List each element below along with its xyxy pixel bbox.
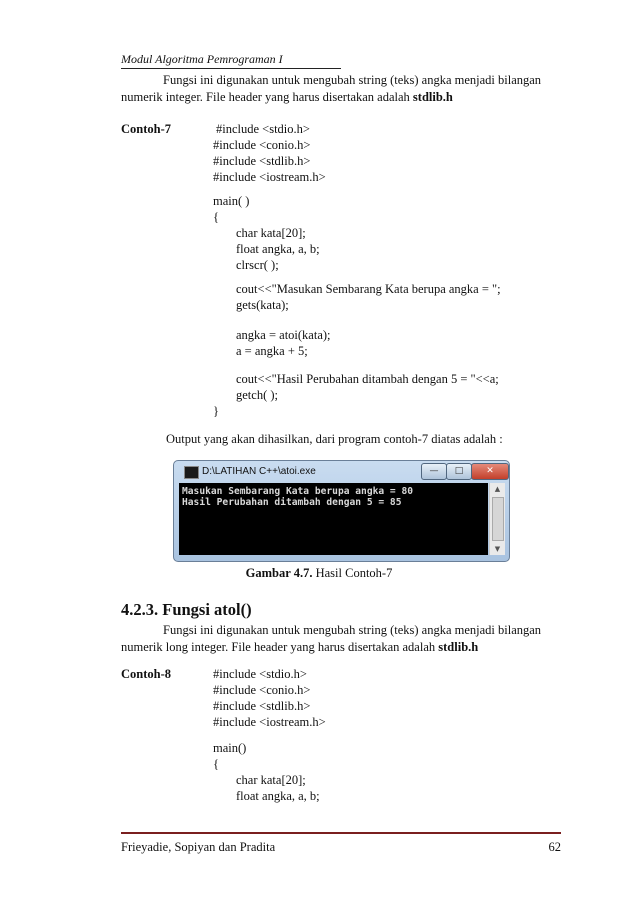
- code-line: gets(kata);: [236, 298, 289, 312]
- code-line: main(): [213, 741, 247, 755]
- scroll-down-icon[interactable]: ▼: [494, 545, 501, 553]
- header-rule: [121, 68, 341, 69]
- code-line: char kata[20];: [236, 773, 306, 787]
- code-line: cout<<"Hasil Perubahan ditambah dengan 5 = "<<a;: [236, 372, 499, 386]
- code-line: #include <stdio.h>: [216, 122, 310, 136]
- footer-authors: Frieyadie, Sopiyan dan Pradita: [121, 840, 276, 854]
- figure-caption: [0, 566, 638, 581]
- console-line: Hasil Perubahan ditambah dengan 5 = 85: [182, 496, 402, 508]
- output-intro-text: Output yang akan dihasilkan, dari program contoh-7 diatas adalah :: [166, 432, 503, 446]
- intro-line-2: numerik long integer. File header yang harus disertakan adalah: [121, 640, 439, 654]
- figure-caption-text: Hasil Contoh-7: [312, 566, 393, 580]
- console-window: [173, 460, 510, 562]
- code-line: #include <stdlib.h>: [213, 699, 311, 713]
- minimize-button[interactable]: —: [421, 463, 447, 480]
- header-file-name: stdlib.h: [412, 90, 453, 104]
- scroll-up-icon[interactable]: ▲: [494, 485, 501, 493]
- code-line: char kata[20];: [236, 226, 306, 240]
- intro-line-1: Fungsi ini digunakan untuk mengubah string (teks) angka menjadi bilangan: [163, 623, 542, 637]
- example-7-label: Contoh-7: [121, 122, 172, 136]
- intro-paragraph-atoi: [121, 72, 561, 106]
- example-8-label: Contoh-8: [121, 667, 172, 681]
- console-app-icon: [184, 466, 199, 479]
- intro-line-1: Fungsi ini digunakan untuk mengubah string (teks) angka menjadi bilangan: [163, 73, 542, 87]
- code-line: #include <stdlib.h>: [213, 154, 311, 168]
- page-number: 62: [548, 840, 561, 854]
- console-scrollbar[interactable]: [489, 483, 505, 555]
- maximize-button[interactable]: □: [446, 463, 472, 480]
- running-header: Modul Algoritma Pemrograman I: [121, 52, 283, 66]
- code-line: cout<<"Masukan Sembarang Kata berupa angka = ";: [236, 282, 501, 296]
- code-line: angka = atoi(kata);: [236, 328, 331, 342]
- section-heading: 4.2.3. Fungsi atol(): [121, 600, 252, 619]
- code-line: {: [213, 210, 219, 224]
- figure-label: Gambar 4.7.: [245, 566, 313, 580]
- code-line: getch( );: [236, 388, 278, 402]
- code-line: main( ): [213, 194, 250, 208]
- header-file-name: stdlib.h: [438, 640, 479, 654]
- intro-paragraph-atol: [121, 622, 561, 656]
- code-line: #include <stdio.h>: [213, 667, 307, 681]
- code-line: #include <iostream.h>: [213, 170, 326, 184]
- console-window-title: D:\LATIHAN C++\atoi.exe: [202, 466, 316, 477]
- code-line: a = angka + 5;: [236, 344, 308, 358]
- intro-line-2: numerik integer. File header yang harus disertakan adalah: [121, 90, 413, 104]
- code-line: float angka, a, b;: [236, 789, 320, 803]
- footer-rule: [121, 832, 561, 834]
- code-line: #include <conio.h>: [213, 138, 311, 152]
- code-line: }: [213, 404, 219, 418]
- code-line: clrscr( );: [236, 258, 279, 272]
- code-line: float angka, a, b;: [236, 242, 320, 256]
- code-line: #include <iostream.h>: [213, 715, 326, 729]
- close-button[interactable]: ✕: [471, 463, 509, 480]
- code-line: #include <conio.h>: [213, 683, 311, 697]
- scroll-thumb[interactable]: [492, 497, 504, 541]
- console-line: Masukan Sembarang Kata berupa angka = 80: [182, 486, 414, 497]
- code-line: {: [213, 757, 219, 771]
- console-output: [179, 483, 488, 555]
